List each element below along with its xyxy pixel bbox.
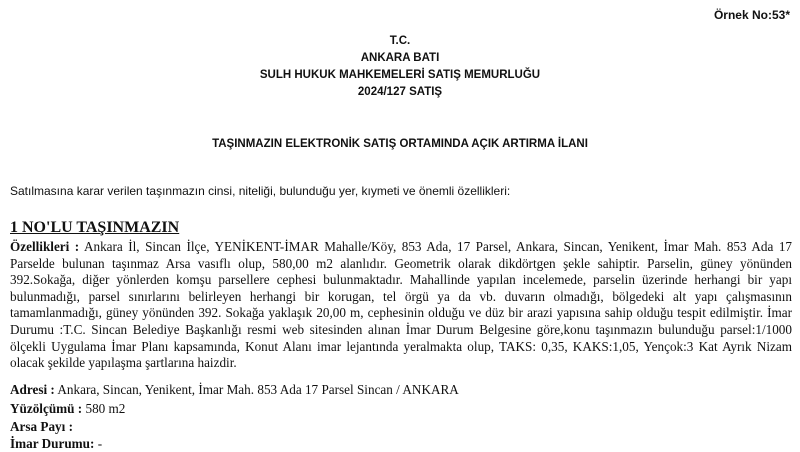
intro-text: Satılmasına karar verilen taşınmazın cinsi, niteliği, bulunduğu yer, kıymeti ve önemli özellikleri: [10, 184, 511, 198]
header-office: SULH HUKUK MAHKEMELERİ SATIŞ MEMURLUĞU [259, 69, 541, 81]
address-value: Ankara, Sincan, Yenikent, İmar Mah. 853 Ada 17 Parsel Sincan / ANKARA [54, 382, 459, 397]
area-label: Yüzölçümü : [10, 401, 83, 416]
address-label: Adresi : [10, 382, 55, 397]
property-features [10, 239, 792, 372]
features-label: Özellikleri : [10, 239, 80, 254]
header-file-number: 2024/127 SATIŞ [357, 86, 443, 98]
header-court-region: ANKARA BATI [360, 52, 440, 64]
area-value: 580 m2 [82, 401, 126, 416]
share-row [10, 419, 73, 435]
area-row [10, 401, 125, 417]
notice-title: TAŞINMAZIN ELEKTRONİK SATIŞ ORTAMINDA AÇIK ARTIRMA İLANI [212, 138, 588, 150]
features-text: Ankara İl, Sincan İlçe, YENİKENT-İMAR Mahalle/Köy, 853 Ada, 17 Parsel, Ankara, Sincan, Yenikent, İmar Mah. 853 Ada 17 Parselde bulunan taşınmaz Arsa vasıflı olup, 580,00 m2 alanlıdır. Geometrik olarak dikdörtgen şekle sahiptir. Parselin, güney yönünden 392.Sokağa, diğer yönlerden komşu parsellere cephesi bulunmaktadır. Mahallinde yapılan incelemede, parselin üzerinde herhangi bir yapı bulunmadığı, parsel sınırlarını belirleyen herhangi bir korugan, tel örgü ya da vb. duvarın olmadığı, bölgedeki alt yapı çalışmasının tamamlanmadığı, güney yönünden 392. Sokağa yaklaşık 20,00 m, cephesinin olduğu ve düz bir arazi yapısına sahip olduğu tespit edilmiştir. İmar Durumu :T.C. Sincan Belediye Başkanlığı resmi web sitesinden alınan İmar Durum Belgesine göre,konu taşınmazın bulunduğu parsel:1/1000 ölçekli Uygulama İmar Planı kapsamında, Konut Alanı imar lejantında yeralmakta olup, TAKS: 0,35, KAKS:1,05, Yençok:3 Kat Ayrık Nizam olacak şekilde yapılaşma şartlarına haizdir. [10, 239, 793, 371]
property-heading: 1 NO'LU TAŞINMAZIN [10, 219, 180, 236]
address-row [10, 382, 459, 398]
zoning-value: - [94, 436, 103, 451]
zoning-label: İmar Durumu: [10, 436, 95, 451]
header-tc: T.C. [389, 35, 411, 47]
sample-number: Örnek No:53* [713, 8, 790, 22]
share-label: Arsa Payı : [10, 419, 73, 434]
